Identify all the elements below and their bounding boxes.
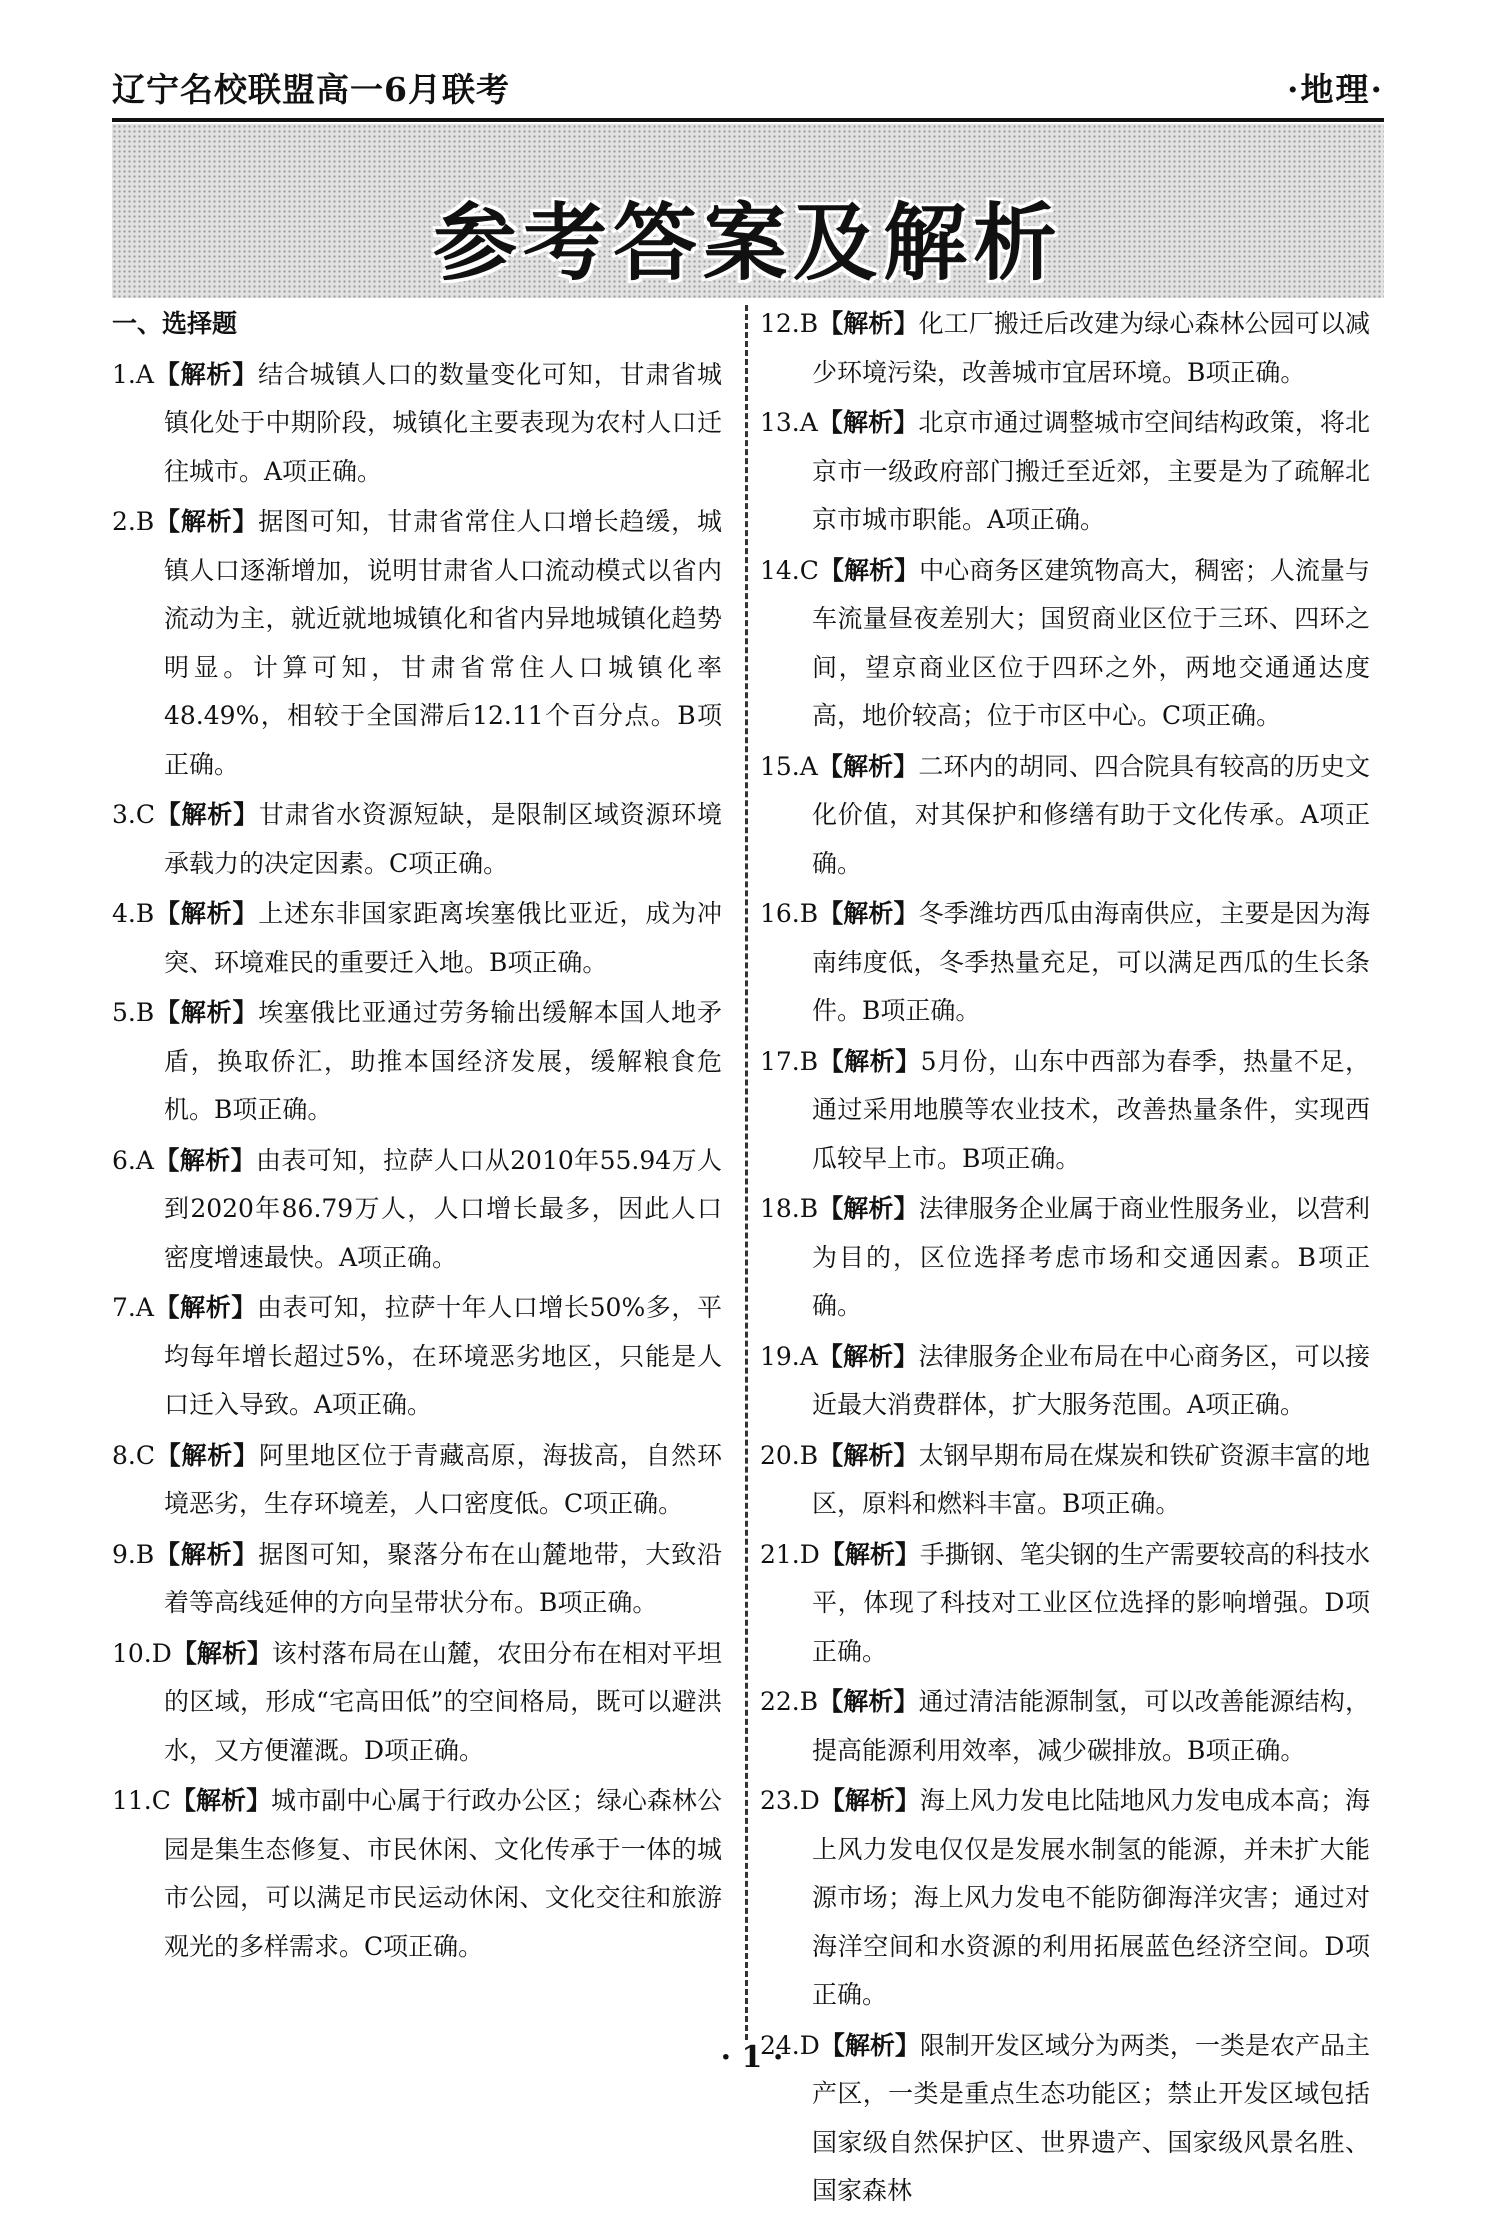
question-number: 6.A xyxy=(112,1145,154,1175)
analysis-tag: 【解析】 xyxy=(818,1194,919,1223)
answer-item xyxy=(112,1137,722,1283)
question-number: 21.D xyxy=(760,1539,820,1569)
question-number: 17.B xyxy=(760,1046,819,1076)
question-number: 14.C xyxy=(760,555,819,585)
answer-item xyxy=(112,1432,722,1529)
analysis-tag: 【解析】 xyxy=(818,1440,919,1470)
question-number: 24.D xyxy=(760,2030,820,2060)
analysis-tag: 【解析】 xyxy=(818,555,920,585)
analysis-tag: 【解析】 xyxy=(818,899,919,928)
analysis-text: 法律服务企业布局在中心商务区，可以接近最大消费群体，扩大服务范围。A项正确。 xyxy=(812,1341,1370,1419)
section-title: 一、选择题 xyxy=(112,309,238,338)
subject-label: ·地理· xyxy=(1287,70,1384,109)
analysis-text: 城市副中心属于行政办公区；绿心森林公园是集生态修复、市民休闲、文化传承于一体的城市公园，可以满足市民运动休闲、文化交往和旅游观光的多样需求。C项正确。 xyxy=(164,1786,722,1961)
answer-item xyxy=(760,890,1370,1036)
analysis-tag: 【解析】 xyxy=(153,1145,256,1175)
answer-item xyxy=(112,498,722,789)
analysis-text: 冬季潍坊西瓜由海南供应，主要是因为海南纬度低，冬季热量充足，可以满足西瓜的生长条件。B项正确。 xyxy=(812,899,1370,1025)
question-number: 22.B xyxy=(760,1687,819,1716)
analysis-text: 海上风力发电比陆地风力发电成本高；海上风力发电仅仅是发展水制氢的能源，并未扩大能源市场；海上风力发电不能防御海洋灾害；通过对海洋空间和水资源的利用拓展蓝色经济空间。D项正确。 xyxy=(812,1786,1370,2009)
answer-item xyxy=(760,1531,1370,1677)
analysis-tag: 【解析】 xyxy=(818,1687,919,1716)
question-number: 2.B xyxy=(112,507,155,536)
analysis-text: 据图可知，聚落分布在山麓地带，大致沿着等高线延伸的方向呈带状分布。B项正确。 xyxy=(164,1539,722,1617)
analysis-text: 阿里地区位于青藏高原，海拔高，自然环境恶劣，生存环境差，人口密度低。C项正确。 xyxy=(164,1440,722,1518)
analysis-text: 埃塞俄比亚通过劳务输出缓解本国人地矛盾，换取侨汇，助推本国经济发展，缓解粮食危机。B项正确。 xyxy=(164,998,722,1124)
analysis-text: 据图可知，甘肃省常住人口增长趋缓，城镇人口逐渐增加，说明甘肃省人口流动模式以省内流动为主，就近就地城镇化和省内异地城镇化趋势明显。计算可知，甘肃省常住人口城镇化率48.49%，相较于全国滞后12.11个百分点。B项正确。 xyxy=(164,507,722,779)
answer-item xyxy=(760,743,1370,889)
question-number: 20.B xyxy=(760,1440,819,1470)
analysis-text: 甘肃省水资源短缺，是限制区域资源环境承载力的决定因素。C项正确。 xyxy=(164,800,722,878)
right-column xyxy=(760,300,1370,2218)
answer-item xyxy=(760,1777,1370,2020)
answer-item xyxy=(112,351,722,497)
analysis-tag: 【解析】 xyxy=(154,507,259,536)
analysis-tag: 【解析】 xyxy=(817,751,919,781)
analysis-tag: 【解析】 xyxy=(819,1786,920,1815)
analysis-tag: 【解析】 xyxy=(819,2030,920,2060)
analysis-text: 太钢早期布局在煤炭和铁矿资源丰富的地区，原料和燃料丰富。B项正确。 xyxy=(812,1440,1370,1518)
question-number: 12.B xyxy=(760,309,819,338)
analysis-tag: 【解析】 xyxy=(153,1293,257,1322)
answer-item xyxy=(760,1678,1370,1775)
analysis-tag: 【解析】 xyxy=(818,1046,921,1076)
question-number: 4.B xyxy=(112,899,155,928)
question-number: 7.A xyxy=(112,1293,154,1322)
analysis-text: 结合城镇人口的数量变化可知，甘肃省城镇化处于中期阶段，城镇化主要表现为农村人口迁往城市。A项正确。 xyxy=(164,359,722,486)
question-number: 15.A xyxy=(760,751,818,781)
question-number: 23.D xyxy=(760,1786,820,1815)
answer-item xyxy=(112,1284,722,1430)
analysis-text: 上述东非国家距离埃塞俄比亚近，成为冲突、环境难民的重要迁入地。B项正确。 xyxy=(164,899,722,977)
answer-item xyxy=(112,1630,722,1776)
question-number: 18.B xyxy=(760,1194,819,1223)
question-number: 16.B xyxy=(760,899,819,928)
question-number: 10.D xyxy=(112,1638,172,1668)
answer-item xyxy=(760,1185,1370,1331)
answer-item xyxy=(760,1333,1370,1430)
answer-item xyxy=(112,1777,722,1971)
column-divider xyxy=(745,305,748,2040)
answer-item xyxy=(112,989,722,1135)
answer-item xyxy=(760,1038,1370,1184)
page-header xyxy=(112,6,1384,122)
analysis-text: 二环内的胡同、四合院具有较高的历史文化价值，对其保护和修缮有助于文化传承。A项正确。 xyxy=(812,751,1370,878)
question-number: 11.C xyxy=(112,1786,171,1815)
question-number: 3.C xyxy=(112,800,155,829)
analysis-tag: 【解析】 xyxy=(819,1539,920,1569)
exam-title: 辽宁名校联盟高一6月联考 xyxy=(112,70,510,109)
analysis-tag: 【解析】 xyxy=(154,800,259,829)
analysis-text: 该村落布局在山麓，农田分布在相对平坦的区域，形成“宅高田低”的空间格局，既可以避洪水，又方便灌溉。D项正确。 xyxy=(164,1638,722,1765)
question-number: 13.A xyxy=(760,408,818,437)
analysis-text: 法律服务企业属于商业性服务业，以营利为目的，区位选择考虑市场和交通因素。B项正确。 xyxy=(812,1194,1370,1320)
question-number: 5.B xyxy=(112,998,155,1027)
analysis-tag: 【解析】 xyxy=(817,1341,919,1371)
question-number: 1.A xyxy=(112,359,154,389)
analysis-text: 中心商务区建筑物高大，稠密；人流量与车流量昼夜差别大；国贸商业区位于三环、四环之间，望京商业区位于四环之外，两地交通通达度高，地价较高；位于市区中心。C项正确。 xyxy=(812,555,1370,730)
answer-item xyxy=(112,1531,722,1628)
banner-title: 参考答案及解析 xyxy=(432,194,1063,292)
analysis-text: 由表可知，拉萨人口从2010年55.94万人到2020年86.79万人，人口增长最多，因此人口密度增速最快。A项正确。 xyxy=(164,1145,722,1272)
analysis-text: 限制开发区域分为两类，一类是农产品主产区，一类是重点生态功能区；禁止开发区域包括国家级自然保护区、世界遗产、国家级风景名胜、国家森林 xyxy=(812,2030,1370,2205)
title-banner xyxy=(112,124,1384,298)
question-number: 19.A xyxy=(760,1341,818,1371)
answer-item xyxy=(760,399,1370,545)
answer-item xyxy=(112,890,722,987)
page-number: · 1 · xyxy=(720,2040,784,2075)
analysis-tag: 【解析】 xyxy=(154,899,259,928)
analysis-tag: 【解析】 xyxy=(817,408,919,437)
analysis-tag: 【解析】 xyxy=(170,1786,272,1815)
answer-item xyxy=(760,1432,1370,1529)
analysis-tag: 【解析】 xyxy=(818,309,919,338)
analysis-text: 通过清洁能源制氢，可以改善能源结构，提高能源利用效率，减少碳排放。B项正确。 xyxy=(812,1687,1370,1765)
question-number: 8.C xyxy=(112,1440,155,1470)
analysis-text: 手撕钢、笔尖钢的生产需要较高的科技水平，体现了科技对工业区位选择的影响增强。D项正确。 xyxy=(812,1539,1370,1666)
analysis-tag: 【解析】 xyxy=(154,1539,259,1569)
analysis-tag: 【解析】 xyxy=(154,1440,259,1470)
answer-item xyxy=(760,300,1370,397)
answer-item xyxy=(760,547,1370,741)
analysis-tag: 【解析】 xyxy=(153,359,259,389)
analysis-text: 由表可知，拉萨十年人口增长50%多，平均每年增长超过5%，在环境恶劣地区，只能是人口迁入导致。A项正确。 xyxy=(164,1293,722,1419)
left-column xyxy=(112,300,722,1973)
analysis-tag: 【解析】 xyxy=(154,998,259,1027)
analysis-text: 5月份，山东中西部为春季，热量不足，通过采用地膜等农业技术，改善热量条件，实现西瓜较早上市。B项正确。 xyxy=(812,1046,1370,1173)
answer-item xyxy=(112,791,722,888)
analysis-text: 化工厂搬迁后改建为绿心森林公园可以减少环境污染，改善城市宜居环境。B项正确。 xyxy=(812,309,1370,387)
analysis-tag: 【解析】 xyxy=(171,1638,272,1668)
analysis-text: 北京市通过调整城市空间结构政策，将北京市一级政府部门搬迁至近郊，主要是为了疏解北京市城市职能。A项正确。 xyxy=(812,408,1370,534)
question-number: 9.B xyxy=(112,1539,155,1569)
